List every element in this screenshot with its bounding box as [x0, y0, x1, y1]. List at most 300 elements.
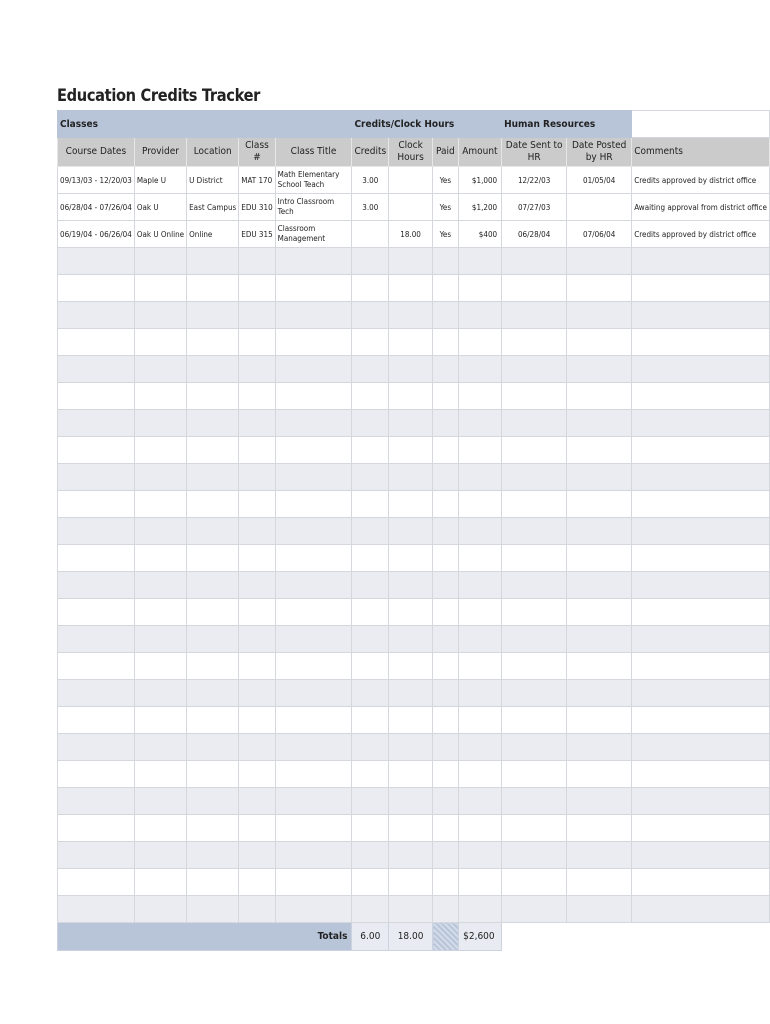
- empty-cell[interactable]: [567, 896, 632, 923]
- empty-cell[interactable]: [352, 707, 389, 734]
- empty-cell[interactable]: [433, 437, 459, 464]
- empty-cell[interactable]: [458, 869, 501, 896]
- empty-cell[interactable]: [275, 383, 352, 410]
- empty-cell[interactable]: [134, 599, 186, 626]
- empty-cell[interactable]: [134, 410, 186, 437]
- empty-cell[interactable]: [502, 491, 567, 518]
- empty-cell[interactable]: [352, 734, 389, 761]
- empty-cell[interactable]: [567, 275, 632, 302]
- empty-cell[interactable]: [567, 653, 632, 680]
- empty-cell[interactable]: [275, 815, 352, 842]
- empty-cell[interactable]: [239, 842, 275, 869]
- empty-cell[interactable]: [567, 491, 632, 518]
- cell-provider[interactable]: Oak U: [134, 194, 186, 221]
- empty-cell[interactable]: [458, 680, 501, 707]
- empty-cell[interactable]: [352, 275, 389, 302]
- empty-cell[interactable]: [389, 518, 433, 545]
- empty-cell[interactable]: [134, 707, 186, 734]
- empty-cell[interactable]: [352, 302, 389, 329]
- empty-cell[interactable]: [389, 761, 433, 788]
- empty-cell[interactable]: [58, 896, 135, 923]
- empty-cell[interactable]: [433, 329, 459, 356]
- empty-cell[interactable]: [458, 707, 501, 734]
- empty-cell[interactable]: [352, 680, 389, 707]
- empty-cell[interactable]: [187, 707, 239, 734]
- empty-cell[interactable]: [58, 680, 135, 707]
- empty-cell[interactable]: [134, 302, 186, 329]
- empty-cell[interactable]: [458, 626, 501, 653]
- empty-cell[interactable]: [458, 815, 501, 842]
- empty-cell[interactable]: [502, 545, 567, 572]
- empty-cell[interactable]: [275, 275, 352, 302]
- empty-cell[interactable]: [275, 572, 352, 599]
- empty-cell[interactable]: [389, 491, 433, 518]
- empty-cell[interactable]: [187, 545, 239, 572]
- cell-posted[interactable]: 01/05/04: [567, 167, 632, 194]
- empty-cell[interactable]: [187, 734, 239, 761]
- empty-cell[interactable]: [389, 653, 433, 680]
- cell-clock[interactable]: [389, 167, 433, 194]
- empty-cell[interactable]: [352, 383, 389, 410]
- empty-cell[interactable]: [58, 734, 135, 761]
- empty-cell[interactable]: [352, 464, 389, 491]
- empty-cell[interactable]: [458, 842, 501, 869]
- empty-cell[interactable]: [632, 707, 770, 734]
- empty-cell[interactable]: [239, 572, 275, 599]
- empty-cell[interactable]: [275, 653, 352, 680]
- empty-cell[interactable]: [239, 275, 275, 302]
- empty-cell[interactable]: [352, 626, 389, 653]
- empty-cell[interactable]: [567, 680, 632, 707]
- empty-cell[interactable]: [502, 599, 567, 626]
- empty-cell[interactable]: [187, 275, 239, 302]
- empty-cell[interactable]: [389, 680, 433, 707]
- empty-cell[interactable]: [502, 329, 567, 356]
- empty-cell[interactable]: [187, 410, 239, 437]
- cell-sent[interactable]: 07/27/03: [502, 194, 567, 221]
- empty-cell[interactable]: [134, 329, 186, 356]
- empty-cell[interactable]: [567, 572, 632, 599]
- empty-cell[interactable]: [567, 410, 632, 437]
- empty-cell[interactable]: [134, 437, 186, 464]
- empty-cell[interactable]: [134, 788, 186, 815]
- empty-cell[interactable]: [275, 869, 352, 896]
- empty-cell[interactable]: [58, 545, 135, 572]
- empty-cell[interactable]: [567, 869, 632, 896]
- empty-cell[interactable]: [632, 680, 770, 707]
- empty-cell[interactable]: [275, 707, 352, 734]
- empty-cell[interactable]: [187, 464, 239, 491]
- empty-cell[interactable]: [389, 734, 433, 761]
- empty-cell[interactable]: [632, 410, 770, 437]
- empty-cell[interactable]: [58, 248, 135, 275]
- empty-cell[interactable]: [134, 545, 186, 572]
- empty-cell[interactable]: [352, 491, 389, 518]
- empty-cell[interactable]: [433, 734, 459, 761]
- empty-cell[interactable]: [239, 761, 275, 788]
- empty-cell[interactable]: [502, 842, 567, 869]
- empty-cell[interactable]: [275, 410, 352, 437]
- empty-cell[interactable]: [389, 275, 433, 302]
- empty-cell[interactable]: [433, 545, 459, 572]
- empty-cell[interactable]: [187, 302, 239, 329]
- cell-paid[interactable]: Yes: [433, 194, 459, 221]
- empty-cell[interactable]: [567, 464, 632, 491]
- empty-cell[interactable]: [352, 545, 389, 572]
- empty-cell[interactable]: [58, 842, 135, 869]
- cell-comments[interactable]: Awaiting approval from district office: [632, 194, 770, 221]
- empty-cell[interactable]: [632, 572, 770, 599]
- empty-cell[interactable]: [458, 545, 501, 572]
- empty-cell[interactable]: [458, 896, 501, 923]
- empty-cell[interactable]: [433, 275, 459, 302]
- empty-cell[interactable]: [187, 842, 239, 869]
- cell-paid[interactable]: Yes: [433, 167, 459, 194]
- empty-cell[interactable]: [187, 761, 239, 788]
- empty-cell[interactable]: [58, 275, 135, 302]
- cell-posted[interactable]: [567, 194, 632, 221]
- cell-sent[interactable]: 06/28/04: [502, 221, 567, 248]
- empty-cell[interactable]: [502, 734, 567, 761]
- empty-cell[interactable]: [352, 518, 389, 545]
- empty-cell[interactable]: [187, 383, 239, 410]
- empty-cell[interactable]: [134, 842, 186, 869]
- cell-dates[interactable]: 06/19/04 - 06/26/04: [58, 221, 135, 248]
- empty-cell[interactable]: [275, 680, 352, 707]
- empty-cell[interactable]: [239, 869, 275, 896]
- empty-cell[interactable]: [433, 788, 459, 815]
- empty-cell[interactable]: [239, 815, 275, 842]
- empty-cell[interactable]: [58, 491, 135, 518]
- empty-cell[interactable]: [502, 626, 567, 653]
- empty-cell[interactable]: [632, 599, 770, 626]
- empty-cell[interactable]: [389, 842, 433, 869]
- cell-location[interactable]: East Campus: [187, 194, 239, 221]
- cell-credits[interactable]: [352, 221, 389, 248]
- empty-cell[interactable]: [433, 410, 459, 437]
- empty-cell[interactable]: [134, 626, 186, 653]
- empty-cell[interactable]: [352, 788, 389, 815]
- empty-cell[interactable]: [187, 599, 239, 626]
- empty-cell[interactable]: [433, 302, 459, 329]
- empty-cell[interactable]: [352, 410, 389, 437]
- empty-cell[interactable]: [502, 680, 567, 707]
- empty-cell[interactable]: [458, 518, 501, 545]
- empty-cell[interactable]: [239, 464, 275, 491]
- empty-cell[interactable]: [458, 761, 501, 788]
- empty-cell[interactable]: [458, 329, 501, 356]
- cell-posted[interactable]: 07/06/04: [567, 221, 632, 248]
- empty-cell[interactable]: [567, 545, 632, 572]
- empty-cell[interactable]: [389, 545, 433, 572]
- empty-cell[interactable]: [275, 491, 352, 518]
- cell-credits[interactable]: 3.00: [352, 167, 389, 194]
- empty-cell[interactable]: [433, 707, 459, 734]
- empty-cell[interactable]: [239, 896, 275, 923]
- empty-cell[interactable]: [632, 383, 770, 410]
- empty-cell[interactable]: [632, 896, 770, 923]
- empty-cell[interactable]: [632, 437, 770, 464]
- empty-cell[interactable]: [352, 599, 389, 626]
- empty-cell[interactable]: [433, 653, 459, 680]
- empty-cell[interactable]: [567, 599, 632, 626]
- empty-cell[interactable]: [632, 491, 770, 518]
- empty-cell[interactable]: [502, 707, 567, 734]
- empty-cell[interactable]: [352, 815, 389, 842]
- empty-cell[interactable]: [134, 518, 186, 545]
- empty-cell[interactable]: [458, 248, 501, 275]
- empty-cell[interactable]: [433, 599, 459, 626]
- empty-cell[interactable]: [567, 518, 632, 545]
- empty-cell[interactable]: [502, 518, 567, 545]
- empty-cell[interactable]: [433, 491, 459, 518]
- empty-cell[interactable]: [352, 572, 389, 599]
- empty-cell[interactable]: [275, 302, 352, 329]
- cell-comments[interactable]: Credits approved by district office: [632, 221, 770, 248]
- empty-cell[interactable]: [458, 734, 501, 761]
- cell-class-no[interactable]: EDU 315: [239, 221, 275, 248]
- empty-cell[interactable]: [58, 437, 135, 464]
- empty-cell[interactable]: [239, 653, 275, 680]
- empty-cell[interactable]: [275, 734, 352, 761]
- empty-cell[interactable]: [134, 869, 186, 896]
- empty-cell[interactable]: [502, 653, 567, 680]
- empty-cell[interactable]: [567, 437, 632, 464]
- empty-cell[interactable]: [239, 545, 275, 572]
- empty-cell[interactable]: [239, 437, 275, 464]
- empty-cell[interactable]: [458, 653, 501, 680]
- empty-cell[interactable]: [458, 437, 501, 464]
- empty-cell[interactable]: [58, 302, 135, 329]
- cell-comments[interactable]: Credits approved by district office: [632, 167, 770, 194]
- empty-cell[interactable]: [389, 464, 433, 491]
- cell-title[interactable]: Intro Classroom Tech: [275, 194, 352, 221]
- empty-cell[interactable]: [567, 356, 632, 383]
- empty-cell[interactable]: [458, 302, 501, 329]
- cell-amount[interactable]: $400: [458, 221, 501, 248]
- empty-cell[interactable]: [239, 491, 275, 518]
- empty-cell[interactable]: [239, 302, 275, 329]
- cell-title[interactable]: Math Elementary School Teach: [275, 167, 352, 194]
- empty-cell[interactable]: [389, 707, 433, 734]
- empty-cell[interactable]: [134, 248, 186, 275]
- empty-cell[interactable]: [134, 464, 186, 491]
- empty-cell[interactable]: [389, 437, 433, 464]
- empty-cell[interactable]: [458, 572, 501, 599]
- empty-cell[interactable]: [58, 626, 135, 653]
- empty-cell[interactable]: [58, 518, 135, 545]
- empty-cell[interactable]: [187, 788, 239, 815]
- cell-dates[interactable]: 06/28/04 - 07/26/04: [58, 194, 135, 221]
- cell-location[interactable]: Online: [187, 221, 239, 248]
- empty-cell[interactable]: [389, 410, 433, 437]
- empty-cell[interactable]: [567, 248, 632, 275]
- empty-cell[interactable]: [433, 356, 459, 383]
- cell-paid[interactable]: Yes: [433, 221, 459, 248]
- cell-title[interactable]: Classroom Management: [275, 221, 352, 248]
- empty-cell[interactable]: [352, 896, 389, 923]
- empty-cell[interactable]: [58, 815, 135, 842]
- empty-cell[interactable]: [239, 329, 275, 356]
- empty-cell[interactable]: [632, 464, 770, 491]
- empty-cell[interactable]: [134, 356, 186, 383]
- empty-cell[interactable]: [58, 383, 135, 410]
- empty-cell[interactable]: [239, 410, 275, 437]
- empty-cell[interactable]: [433, 869, 459, 896]
- cell-dates[interactable]: 09/13/03 - 12/20/03: [58, 167, 135, 194]
- empty-cell[interactable]: [433, 248, 459, 275]
- empty-cell[interactable]: [632, 788, 770, 815]
- empty-cell[interactable]: [632, 734, 770, 761]
- empty-cell[interactable]: [275, 248, 352, 275]
- empty-cell[interactable]: [187, 518, 239, 545]
- empty-cell[interactable]: [187, 329, 239, 356]
- empty-cell[interactable]: [239, 599, 275, 626]
- empty-cell[interactable]: [58, 788, 135, 815]
- empty-cell[interactable]: [389, 572, 433, 599]
- empty-cell[interactable]: [458, 275, 501, 302]
- empty-cell[interactable]: [134, 383, 186, 410]
- empty-cell[interactable]: [632, 653, 770, 680]
- empty-cell[interactable]: [239, 788, 275, 815]
- empty-cell[interactable]: [567, 815, 632, 842]
- empty-cell[interactable]: [502, 896, 567, 923]
- empty-cell[interactable]: [632, 518, 770, 545]
- empty-cell[interactable]: [433, 383, 459, 410]
- empty-cell[interactable]: [433, 626, 459, 653]
- empty-cell[interactable]: [433, 572, 459, 599]
- empty-cell[interactable]: [458, 599, 501, 626]
- cell-location[interactable]: U District: [187, 167, 239, 194]
- empty-cell[interactable]: [275, 599, 352, 626]
- empty-cell[interactable]: [352, 329, 389, 356]
- empty-cell[interactable]: [389, 329, 433, 356]
- cell-class-no[interactable]: MAT 170: [239, 167, 275, 194]
- empty-cell[interactable]: [389, 788, 433, 815]
- cell-class-no[interactable]: EDU 310: [239, 194, 275, 221]
- empty-cell[interactable]: [58, 464, 135, 491]
- empty-cell[interactable]: [352, 869, 389, 896]
- cell-sent[interactable]: 12/22/03: [502, 167, 567, 194]
- empty-cell[interactable]: [275, 896, 352, 923]
- empty-cell[interactable]: [502, 302, 567, 329]
- empty-cell[interactable]: [58, 572, 135, 599]
- empty-cell[interactable]: [58, 410, 135, 437]
- empty-cell[interactable]: [502, 383, 567, 410]
- empty-cell[interactable]: [389, 626, 433, 653]
- empty-cell[interactable]: [187, 626, 239, 653]
- empty-cell[interactable]: [567, 788, 632, 815]
- empty-cell[interactable]: [389, 815, 433, 842]
- empty-cell[interactable]: [187, 896, 239, 923]
- empty-cell[interactable]: [632, 842, 770, 869]
- empty-cell[interactable]: [187, 572, 239, 599]
- empty-cell[interactable]: [275, 761, 352, 788]
- empty-cell[interactable]: [433, 518, 459, 545]
- empty-cell[interactable]: [58, 329, 135, 356]
- cell-provider[interactable]: Maple U: [134, 167, 186, 194]
- empty-cell[interactable]: [275, 356, 352, 383]
- empty-cell[interactable]: [352, 248, 389, 275]
- empty-cell[interactable]: [502, 356, 567, 383]
- empty-cell[interactable]: [239, 626, 275, 653]
- cell-amount[interactable]: $1,000: [458, 167, 501, 194]
- empty-cell[interactable]: [567, 626, 632, 653]
- empty-cell[interactable]: [239, 707, 275, 734]
- empty-cell[interactable]: [352, 653, 389, 680]
- empty-cell[interactable]: [433, 842, 459, 869]
- empty-cell[interactable]: [632, 248, 770, 275]
- empty-cell[interactable]: [502, 275, 567, 302]
- empty-cell[interactable]: [58, 599, 135, 626]
- empty-cell[interactable]: [567, 329, 632, 356]
- empty-cell[interactable]: [389, 869, 433, 896]
- empty-cell[interactable]: [134, 815, 186, 842]
- empty-cell[interactable]: [632, 545, 770, 572]
- cell-clock[interactable]: 18.00: [389, 221, 433, 248]
- empty-cell[interactable]: [502, 761, 567, 788]
- empty-cell[interactable]: [458, 356, 501, 383]
- empty-cell[interactable]: [458, 383, 501, 410]
- empty-cell[interactable]: [134, 275, 186, 302]
- empty-cell[interactable]: [632, 302, 770, 329]
- empty-cell[interactable]: [58, 707, 135, 734]
- empty-cell[interactable]: [187, 680, 239, 707]
- empty-cell[interactable]: [389, 383, 433, 410]
- empty-cell[interactable]: [458, 491, 501, 518]
- empty-cell[interactable]: [187, 437, 239, 464]
- empty-cell[interactable]: [187, 653, 239, 680]
- empty-cell[interactable]: [433, 680, 459, 707]
- empty-cell[interactable]: [632, 329, 770, 356]
- empty-cell[interactable]: [239, 518, 275, 545]
- empty-cell[interactable]: [134, 680, 186, 707]
- empty-cell[interactable]: [239, 680, 275, 707]
- empty-cell[interactable]: [433, 896, 459, 923]
- empty-cell[interactable]: [187, 815, 239, 842]
- empty-cell[interactable]: [187, 356, 239, 383]
- empty-cell[interactable]: [502, 869, 567, 896]
- cell-credits[interactable]: 3.00: [352, 194, 389, 221]
- empty-cell[interactable]: [502, 788, 567, 815]
- empty-cell[interactable]: [239, 383, 275, 410]
- empty-cell[interactable]: [275, 329, 352, 356]
- empty-cell[interactable]: [567, 302, 632, 329]
- empty-cell[interactable]: [187, 248, 239, 275]
- empty-cell[interactable]: [458, 464, 501, 491]
- empty-cell[interactable]: [433, 761, 459, 788]
- empty-cell[interactable]: [275, 545, 352, 572]
- empty-cell[interactable]: [567, 707, 632, 734]
- empty-cell[interactable]: [389, 896, 433, 923]
- empty-cell[interactable]: [567, 842, 632, 869]
- empty-cell[interactable]: [502, 464, 567, 491]
- empty-cell[interactable]: [239, 734, 275, 761]
- empty-cell[interactable]: [433, 464, 459, 491]
- empty-cell[interactable]: [433, 815, 459, 842]
- empty-cell[interactable]: [502, 572, 567, 599]
- empty-cell[interactable]: [134, 572, 186, 599]
- empty-cell[interactable]: [58, 356, 135, 383]
- empty-cell[interactable]: [58, 761, 135, 788]
- empty-cell[interactable]: [275, 464, 352, 491]
- empty-cell[interactable]: [632, 356, 770, 383]
- empty-cell[interactable]: [389, 356, 433, 383]
- empty-cell[interactable]: [632, 815, 770, 842]
- empty-cell[interactable]: [239, 248, 275, 275]
- empty-cell[interactable]: [275, 437, 352, 464]
- empty-cell[interactable]: [352, 437, 389, 464]
